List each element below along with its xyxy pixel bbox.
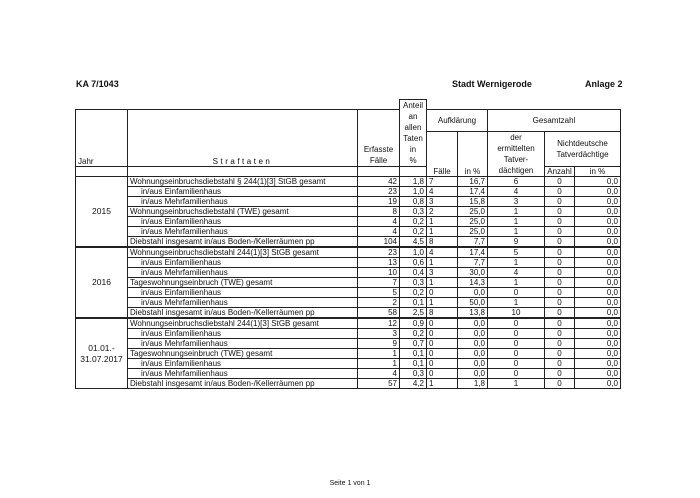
suspects-count: 1 <box>488 258 545 268</box>
year-cell: 2016 <box>76 247 128 318</box>
recorded-cases: 58 <box>358 308 400 319</box>
table-row <box>76 177 621 187</box>
non-german-count: 0 <box>545 349 575 359</box>
clearance-rate: 16,7 <box>458 177 488 187</box>
recorded-cases: 4 <box>358 369 400 379</box>
clearance-rate: 25,0 <box>458 227 488 237</box>
suspects-count: 1 <box>488 217 545 227</box>
offense-label: in/aus Mehrfamilienhaus <box>128 197 358 207</box>
non-german-count: 0 <box>545 217 575 227</box>
offense-label: in/aus Einfamilienhaus <box>128 258 358 268</box>
table-row <box>76 288 621 298</box>
cleared-cases: 0 <box>427 318 458 329</box>
share-header: Anteil an allen Taten in % <box>400 100 427 167</box>
table-row <box>76 278 621 288</box>
table-row <box>76 217 621 227</box>
cleared-cases: 0 <box>427 339 458 349</box>
cleared-cases: 8 <box>427 308 458 319</box>
suspects-count: 0 <box>488 318 545 329</box>
suspects-count: 0 <box>488 369 545 379</box>
cleared-cases: 0 <box>427 349 458 359</box>
offense-label: in/aus Einfamilienhaus <box>128 329 358 339</box>
clearance-rate: 14,3 <box>458 278 488 288</box>
table-row <box>76 329 621 339</box>
suspects-count: 4 <box>488 268 545 278</box>
offense-label: Wohnungseinbruchsdiebstahl (TWE) gesamt <box>128 207 358 217</box>
share-value: 0,8 <box>400 197 427 207</box>
recorded-cases: 3 <box>358 329 400 339</box>
year-cell: 2015 <box>76 177 128 248</box>
share-value: 2,5 <box>400 308 427 319</box>
suspects-count: 0 <box>488 339 545 349</box>
clearance-rate-header: in % <box>458 131 488 176</box>
cases-header: Fälle <box>427 131 458 176</box>
clearance-rate: 7,7 <box>458 258 488 268</box>
year-header: Jahr <box>78 157 94 166</box>
table-row <box>76 298 621 308</box>
non-german-count: 0 <box>545 339 575 349</box>
clearance-rate: 0,0 <box>458 359 488 369</box>
non-german-rate: 0,0 <box>575 278 621 288</box>
non-german-count: 0 <box>545 237 575 248</box>
offense-label: in/aus Mehrfamilienhaus <box>128 339 358 349</box>
table-row <box>76 308 621 319</box>
table-row <box>76 258 621 268</box>
non-german-rate: 0,0 <box>575 258 621 268</box>
offense-label: Tageswohnungseinbruch (TWE) gesamt <box>128 349 358 359</box>
non-german-rate: 0,0 <box>575 339 621 349</box>
share-value: 4,5 <box>400 237 427 248</box>
non-german-rate: 0,0 <box>575 197 621 207</box>
non-german-count: 0 <box>545 329 575 339</box>
share-value: 0,2 <box>400 288 427 298</box>
recorded-cases: 1 <box>358 349 400 359</box>
recorded-cases: 23 <box>358 187 400 197</box>
clearance-rate: 0,0 <box>458 318 488 329</box>
recorded-cases: 19 <box>358 197 400 207</box>
recorded-cases: 23 <box>358 247 400 258</box>
recorded-cases: 2 <box>358 298 400 308</box>
non-german-count: 0 <box>545 379 575 389</box>
recorded-cases: 104 <box>358 237 400 248</box>
offense-label: in/aus Mehrfamilienhaus <box>128 298 358 308</box>
year-header-cell <box>76 109 128 167</box>
table-row <box>76 369 621 379</box>
suspects-count: 0 <box>488 288 545 298</box>
offense-label: in/aus Einfamilienhaus <box>128 288 358 298</box>
recorded-cases: 9 <box>358 339 400 349</box>
share-value: 0,1 <box>400 349 427 359</box>
recorded-cases: 5 <box>358 288 400 298</box>
cleared-cases: 7 <box>427 177 458 187</box>
table-row <box>76 349 621 359</box>
non-german-count: 0 <box>545 258 575 268</box>
non-german-rate: 0,0 <box>575 318 621 329</box>
cleared-cases: 3 <box>427 197 458 207</box>
offense-label: Wohnungseinbruchsdiebstahl 244(1)[3] StGB gesamt <box>128 247 358 258</box>
non-german-count: 0 <box>545 318 575 329</box>
share-value: 0,6 <box>400 258 427 268</box>
non-german-count: 0 <box>545 207 575 217</box>
recorded-cases: 7 <box>358 278 400 288</box>
non-german-rate: 0,0 <box>575 288 621 298</box>
table-body <box>76 177 621 389</box>
non-german-count: 0 <box>545 268 575 278</box>
share-value: 0,1 <box>400 298 427 308</box>
offense-label: Diebstahl insgesamt in/aus Boden-/Kellerräumen pp <box>128 308 358 319</box>
suspects-count: 0 <box>488 349 545 359</box>
cleared-cases: 0 <box>427 288 458 298</box>
clearance-rate: 0,0 <box>458 329 488 339</box>
recorded-cases: 4 <box>358 227 400 237</box>
non-german-rate: 0,0 <box>575 247 621 258</box>
offense-label: in/aus Einfamilienhaus <box>128 187 358 197</box>
share-value: 0,1 <box>400 359 427 369</box>
recorded-cases: 4 <box>358 217 400 227</box>
suspects-count: 1 <box>488 207 545 217</box>
offense-label: in/aus Einfamilienhaus <box>128 217 358 227</box>
suspects-count: 1 <box>488 298 545 308</box>
non-german-count: 0 <box>545 197 575 207</box>
clearance-rate: 25,0 <box>458 207 488 217</box>
suspects-count: 1 <box>488 227 545 237</box>
recorded-cases: 13 <box>358 258 400 268</box>
suspects-count: 9 <box>488 237 545 248</box>
non-german-count: 0 <box>545 369 575 379</box>
cleared-cases: 0 <box>427 359 458 369</box>
recorded-cases: 12 <box>358 318 400 329</box>
suspects-count: 0 <box>488 359 545 369</box>
count-header: Anzahl <box>545 167 575 177</box>
clearance-rate: 25,0 <box>458 217 488 227</box>
suspects-count: 1 <box>488 379 545 389</box>
non-german-rate: 0,0 <box>575 359 621 369</box>
suspects-count: 1 <box>488 278 545 288</box>
cleared-cases: 0 <box>427 329 458 339</box>
non-german-rate: 0,0 <box>575 268 621 278</box>
non-german-rate: 0,0 <box>575 227 621 237</box>
non-german-count: 0 <box>545 278 575 288</box>
year-cell: 01.01.- 31.07.2017 <box>76 318 128 389</box>
clearance-rate: 1,8 <box>458 379 488 389</box>
non-german-count: 0 <box>545 247 575 258</box>
cleared-cases: 0 <box>427 369 458 379</box>
cleared-cases: 8 <box>427 237 458 248</box>
clearance-rate: 13,8 <box>458 308 488 319</box>
non-german-count: 0 <box>545 227 575 237</box>
offense-label: Diebstahl insgesamt in/aus Boden-/Kellerräumen pp <box>128 379 358 389</box>
share-value: 0,3 <box>400 207 427 217</box>
recorded-cases: 10 <box>358 268 400 278</box>
clearance-rate: 0,0 <box>458 288 488 298</box>
attachment-label: Anlage 2 <box>585 79 623 89</box>
share-value: 0,4 <box>400 268 427 278</box>
offense-label: in/aus Mehrfamilienhaus <box>128 369 358 379</box>
share-value: 1,0 <box>400 247 427 258</box>
non-german-count: 0 <box>545 177 575 187</box>
suspects-count: 5 <box>488 247 545 258</box>
non-german-count: 0 <box>545 359 575 369</box>
table-row <box>76 227 621 237</box>
cleared-cases: 1 <box>427 278 458 288</box>
clearance-rate: 7,7 <box>458 237 488 248</box>
statistics-table <box>75 99 621 389</box>
cleared-cases: 2 <box>427 207 458 217</box>
share-value: 0,2 <box>400 217 427 227</box>
clearance-header: Aufklärung <box>427 109 488 131</box>
non-german-rate: 0,0 <box>575 298 621 308</box>
share-value: 0,2 <box>400 329 427 339</box>
non-german-count: 0 <box>545 288 575 298</box>
non-german-rate: 0,0 <box>575 369 621 379</box>
non-german-count: 0 <box>545 187 575 197</box>
non-german-rate: 0,0 <box>575 207 621 217</box>
table-row <box>76 207 621 217</box>
non-german-rate: 0,0 <box>575 237 621 248</box>
clearance-rate: 17,4 <box>458 247 488 258</box>
recorded-cases: 42 <box>358 177 400 187</box>
clearance-rate: 30,0 <box>458 268 488 278</box>
non-german-rate: 0,0 <box>575 349 621 359</box>
suspects-count: 6 <box>488 177 545 187</box>
cleared-cases: 4 <box>427 187 458 197</box>
cleared-cases: 4 <box>427 247 458 258</box>
city-name: Stadt Wernigerode <box>452 79 532 89</box>
cleared-cases: 1 <box>427 258 458 268</box>
offense-label: in/aus Einfamilienhaus <box>128 359 358 369</box>
suspects-header: der ermittelten Tatver- dächtigen <box>488 131 545 176</box>
offense-label: Wohnungseinbruchsdiebstahl § 244(1)[3] StGB gesamt <box>128 177 358 187</box>
share-value: 0,3 <box>400 278 427 288</box>
share-value: 0,7 <box>400 339 427 349</box>
non-german-rate: 0,0 <box>575 177 621 187</box>
document-reference: KA 7/1043 <box>76 79 119 89</box>
offense-label: Tageswohnungseinbruch (TWE) gesamt <box>128 278 358 288</box>
clearance-rate: 0,0 <box>458 369 488 379</box>
table-row <box>76 247 621 258</box>
table-row <box>76 187 621 197</box>
table-row <box>76 379 621 389</box>
clearance-rate: 15,8 <box>458 197 488 207</box>
clearance-rate: 17,4 <box>458 187 488 197</box>
non-german-rate: 0,0 <box>575 187 621 197</box>
offense-label: Diebstahl insgesamt in/aus Boden-/Kellerräumen pp <box>128 237 358 248</box>
recorded-header: Erfasste Fälle <box>358 109 400 167</box>
non-german-count: 0 <box>545 298 575 308</box>
clearance-rate: 0,0 <box>458 339 488 349</box>
cleared-cases: 1 <box>427 217 458 227</box>
table-row <box>76 318 621 329</box>
share-value: 1,8 <box>400 177 427 187</box>
page-footer: Seite 1 von 1 <box>329 480 371 487</box>
non-german-rate: 0,0 <box>575 329 621 339</box>
cleared-cases: 3 <box>427 268 458 278</box>
clearance-rate: 50,0 <box>458 298 488 308</box>
offense-header: Straftaten <box>212 157 273 166</box>
share-value: 0,9 <box>400 318 427 329</box>
table-row <box>76 197 621 207</box>
table-row <box>76 237 621 248</box>
total-header: Gesamtzahl <box>488 109 621 131</box>
offense-label: in/aus Mehrfamilienhaus <box>128 268 358 278</box>
non-german-rate: 0,0 <box>575 308 621 319</box>
share-value: 4,2 <box>400 379 427 389</box>
share-value: 1,0 <box>400 187 427 197</box>
recorded-cases: 57 <box>358 379 400 389</box>
non-german-rate: 0,0 <box>575 379 621 389</box>
non-german-rate-header: in % <box>575 167 621 177</box>
offense-label: in/aus Mehrfamilienhaus <box>128 227 358 237</box>
recorded-cases: 1 <box>358 359 400 369</box>
non-german-rate: 0,0 <box>575 217 621 227</box>
table-row <box>76 359 621 369</box>
cleared-cases: 1 <box>427 379 458 389</box>
recorded-cases: 8 <box>358 207 400 217</box>
cleared-cases: 1 <box>427 298 458 308</box>
non-german-count: 0 <box>545 308 575 319</box>
table-row <box>76 268 621 278</box>
table-row <box>76 339 621 349</box>
suspects-count: 10 <box>488 308 545 319</box>
offense-label: Wohnungseinbruchsdiebstahl 244(1)[3] StGB gesamt <box>128 318 358 329</box>
suspects-count: 3 <box>488 197 545 207</box>
suspects-count: 0 <box>488 329 545 339</box>
share-value: 0,2 <box>400 227 427 237</box>
offense-header-cell <box>128 109 358 167</box>
share-value: 0,3 <box>400 369 427 379</box>
clearance-rate: 0,0 <box>458 349 488 359</box>
non-german-suspects-header: Nichtdeutsche Tatverdächtige <box>545 131 621 166</box>
cleared-cases: 1 <box>427 227 458 237</box>
table-header <box>76 100 621 177</box>
suspects-count: 4 <box>488 187 545 197</box>
